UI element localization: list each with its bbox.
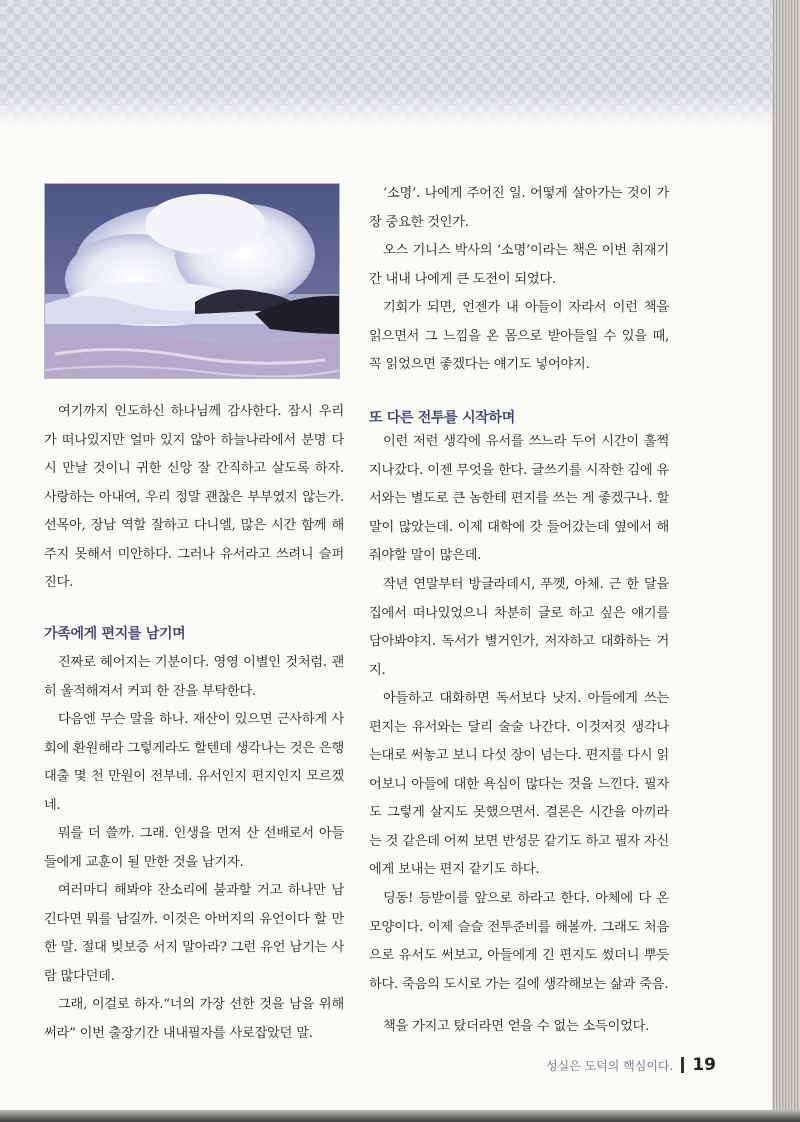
- right-section-paragraph-1: 이런 저런 생각에 유서를 쓰느라 두어 시간이 훌쩍 지나갔다. 이젠 무엇을 한다. 글쓰기를 시작한 김에 유서와는 별도로 큰 놈한테 편지를 쓰는 게 좋겠구나. 할 말이 많았는데. 이제 대학에 갓 들어갔는데 옆에서 해줘야할 말이 많은데.: [369, 434, 669, 563]
- right-section-paragraph-2: 작년 연말부터 방글라데시, 푸껫, 아체. 근 한 달을 집에서 떠나있었으니 차분히 글로 하고 싶은 얘기를 담아봐야지. 독서가 별거인가, 저자하고 대화하는 거지.: [369, 577, 669, 678]
- section-heading-new-battle: 또 다른 전투를 시작하며: [369, 410, 515, 426]
- book-page-edge: [772, 0, 800, 1122]
- left-paragraph-1: 여기까지 인도하신 하나님께 감사한다. 잠시 우리가 떠나있지만 얼마 있지 않아 하늘나라에서 분명 다시 만날 것이니 귀한 신앙 잘 간직하고 살도록 하자. 사랑하는 아내여, 우리 정말 괜찮은 부부였지 않는가. 선목아, 장남 역할 잘하고 다니엘, 많은 시간 함께 해주지 못해서 미안하다. 그러나 유서라고 쓰려니 슬퍼진다.: [44, 404, 344, 590]
- ocean-wave-photo: [44, 183, 340, 379]
- right-paragraph-2: 오스 기니스 박사의 ‘소명’이라는 책은 이번 취재기간 내내 나에게 큰 도전이 되었다.: [369, 243, 669, 287]
- left-section-paragraph-3: 뭐를 더 쓸까. 그래. 인생을 먼저 산 선배로서 아들들에게 교훈이 될 만한 것을 남기자.: [44, 826, 344, 870]
- right-paragraph-1: ‘소명’. 나에게 주어진 일. 어떻게 살아가는 것이 가장 중요한 것인가.: [369, 186, 669, 230]
- left-section-paragraph-5: 그래, 이걸로 하자.“너의 가장 선한 것을 남을 위해 써라” 이번 출장기간 내내필자를 사로잡았던 말.: [44, 997, 344, 1041]
- page-number: 19: [692, 1055, 716, 1075]
- left-section-paragraph-1: 진짜로 헤어지는 기분이다. 영영 이별인 것처럼. 괜히 울적해져서 커피 한 잔을 부탁한다.: [44, 655, 344, 699]
- left-section-paragraph-2: 다음엔 무슨 말을 하나. 재산이 있으면 근사하게 사회에 환원해라 그렇게라도 할텐데 생각나는 것은 은행대출 몇 천 만원이 전부네. 유서인지 편지인지 모르겠네.: [44, 712, 344, 813]
- page-footer: [546, 1055, 716, 1075]
- footer-motto: 성실은 도덕의 핵심이다.: [545, 1058, 674, 1073]
- footer-divider: [681, 1057, 684, 1073]
- right-section-paragraph-3: 아들하고 대화하면 독서보다 낫지. 아들에게 쓰는 편지는 유서와는 달리 술술 나간다. 이것저것 생각나는대로 써놓고 보니 다섯 장이 넘는다. 편지를 다시 읽어보니 아들에 대한 욕심이 많다는 것을 느낀다. 필자도 그렇게 살지도 못했으면서. 결론은 시간을 아끼라는 것 같은데 어찌 보면 반성문 같기도 하고 필자 자신에게 보내는 편지 같기도 하다.: [369, 691, 669, 877]
- right-paragraph-3: 기회가 되면, 언젠가 내 아들이 자라서 이런 책을 읽으면서 그 느낌을 온 몸으로 받아들일 수 있을 때, 꼭 읽었으면 좋겠다는 얘기도 넣어야지.: [369, 300, 669, 372]
- left-section-paragraph-4: 여러마디 해봐야 잔소리에 불과할 거고 하나만 남긴다면 뭐를 남길까. 이것은 아버지의 유언이다 할 만한 말. 절대 빚보증 서지 말아라? 그런 유언 남기는 사람 많다던데.: [44, 883, 344, 984]
- section-heading-family-letter: 가족에게 편지를 남기며: [44, 626, 186, 642]
- right-section-paragraph-4: 딩동! 등받이를 앞으로 하라고 한다. 아체에 다 온 모양이다. 이제 슬슬 전투준비를 해볼까. 그래도 처음으로 유서도 써보고, 아들에게 긴 편지도 썼더니 뿌듯하다. 죽음의 도시로 가는 길에 생각해보는 삶과 죽음.: [369, 891, 669, 992]
- book-bottom-edge: [0, 1110, 800, 1122]
- right-section-paragraph-5: 책을 가지고 탔더라면 얻을 수 없는 소득이었다.: [383, 1019, 650, 1034]
- header-pattern-band: [0, 0, 776, 128]
